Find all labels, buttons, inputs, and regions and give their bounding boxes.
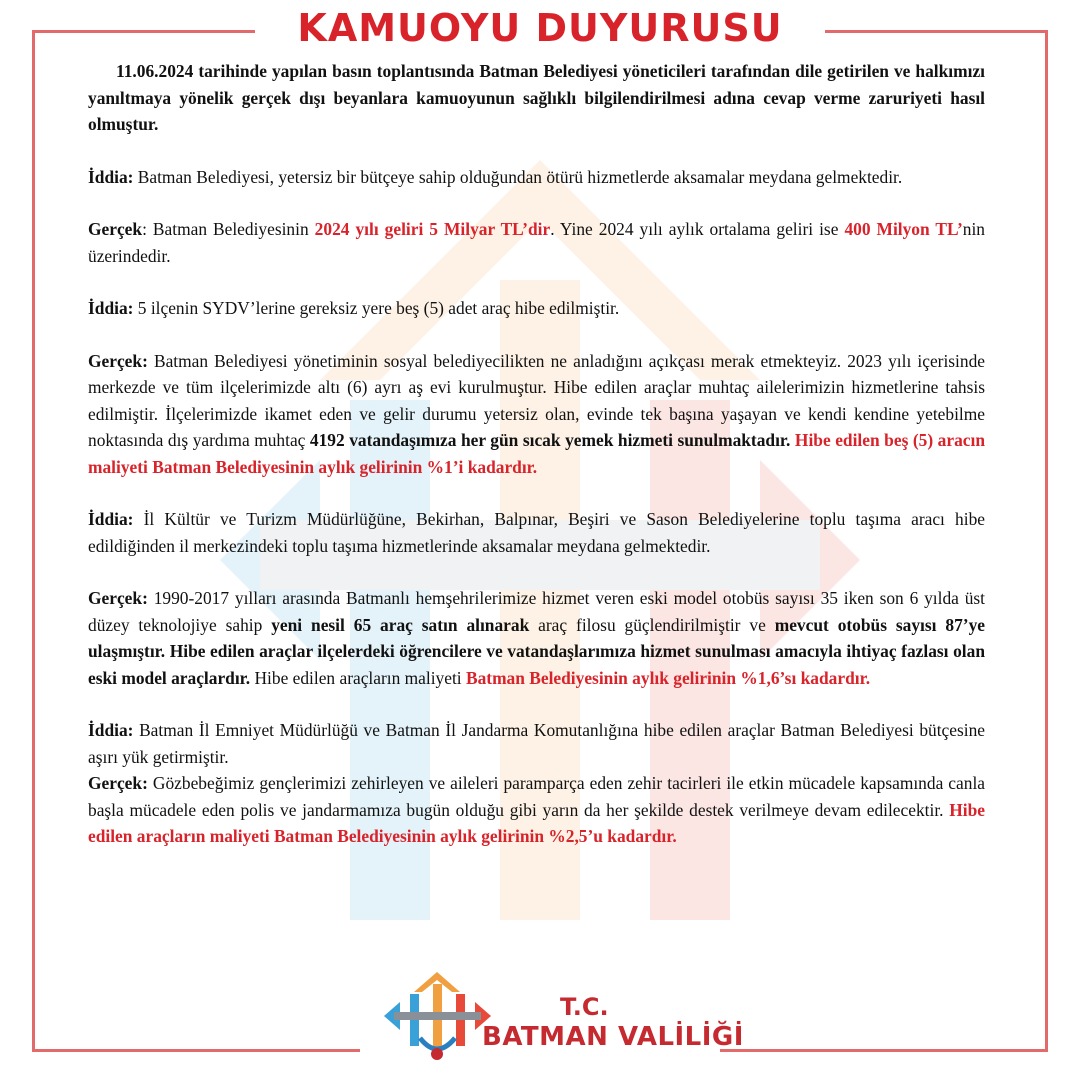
claim-text: 5 ilçenin SYDV’lerine gereksiz yere beş (5) adet araç hibe edilmiştir. — [133, 298, 620, 318]
fact-highlight: Hibe edilen beş (5) aracın maliyeti Batman Belediyesinin aylık gelirinin %1’i kadardır. — [88, 430, 985, 477]
announcement-body — [88, 58, 985, 850]
fact-label: Gerçek — [88, 219, 143, 239]
claim-4 — [88, 717, 985, 770]
org-line-2: BATMAN VALİLİĞİ — [482, 1022, 744, 1052]
claim-label: İddia: — [88, 166, 134, 187]
batman-valiligi-logo-icon — [380, 968, 495, 1063]
fact-highlight: 2024 yılı geliri 5 Milyar TL’dir — [314, 219, 551, 239]
claim-text: Batman İl Emniyet Müdürlüğü ve Batman İl Jandarma Komutanlığına hibe edilen araçlar Batman Belediyesi bütçesine aşırı yük getirmiştir. — [88, 720, 985, 767]
page-title: KAMUOYU DUYURUSU — [297, 6, 783, 50]
fact-label: Gerçek: — [88, 588, 148, 608]
claim-1 — [88, 164, 985, 191]
org-line-1: T.C. — [560, 993, 609, 1021]
claim-text: Batman Belediyesi, yetersiz bir bütçeye sahip olduğundan ötürü hizmetlerde aksamalar meydana gelmektedir. — [133, 166, 903, 187]
fact-highlight: Hibe edilen araçların maliyeti Batman Belediyesinin aylık gelirinin %2,5’u kadardır. — [88, 799, 985, 846]
claim-text: İl Kültür ve Turizm Müdürlüğüne, Bekirhan, Balpınar, Beşiri ve Sason Belediyelerine toplu taşıma aracı hibe edildiğinden il merkezindeki toplu taşıma hizmetlerinde aksamalar meydana gelmektedir. — [88, 509, 985, 556]
fact-highlight: 400 Milyon TL’ — [844, 219, 963, 239]
fact-label: Gerçek: — [88, 773, 148, 793]
organization-name — [482, 994, 744, 1054]
fact-3: Gerçek: 1990-2017 yılları arasında Batmanlı hemşehrilerimize hizmet veren eski model otobüs sayısı 35 iken son 6 yılda üst düzey teknolojiye sahip yeni nesil 65 araç satın alınarak araç filosu güçlendirilmiştir ve mevcut otobüs sayısı 87’ye ulaşmıştır. Hibe edilen araçlar ilçelerdeki öğrencilere ve vatandaşlarımıza hizmet sunulması amacıyla ihtiyaç fazlası olan eski model araçlardır. Hibe edilen araçların maliyeti Batman Belediyesinin aylık gelirinin %1,6’sı kadardır. — [88, 588, 985, 688]
fact-2: Gerçek: Batman Belediyesi yönetiminin sosyal belediyecilikten ne anladığını açıkçası merak etmekteyiz. 2023 yılı içerisinde merkezde ve tüm ilçelerimizde altı (6) ayrı aş evi kurulmuştur. Hibe edilen araçlar muhtaç ailelerimizin hizmetlerine tahsis edilmiştir. İlçelerimizde ikamet eden ve gelir durumu yetersiz olan, evinde tek başına yaşayan ve kendi kendine yetebilme noktasında dış yardıma muhtaç 4192 vatandaşımıza her gün sıcak yemek hizmeti sunulmaktadır. Hibe edilen beş (5) aracın maliyeti Batman Belediyesinin aylık gelirinin %1’i kadardır. — [88, 350, 985, 477]
fact-label: Gerçek: — [88, 350, 148, 371]
claim-3 — [88, 506, 985, 559]
fact-4: Gerçek: Gözbebeğimiz gençlerimizi zehirleyen ve aileleri paramparça eden zehir tacirleri ile etkin mücadele kapsamında canla başla mücadele eden polis ve jandarmamıza bugün olduğu gibi yarın da her şekilde destek verilmeye devam edilecektir. Hibe edilen araçların maliyeti Batman Belediyesinin aylık gelirinin %2,5’u kadardır. — [88, 773, 985, 846]
fact-highlight: Batman Belediyesinin aylık gelirinin %1,6’sı kadardır. — [465, 667, 871, 688]
claim-2 — [88, 295, 985, 322]
claim-label: İddia: — [88, 509, 134, 529]
claim-label: İddia: — [88, 298, 134, 318]
claim-label: İddia: — [88, 720, 134, 740]
fact-1: Gerçek: Batman Belediyesinin 2024 yılı geliri 5 Milyar TL’dir. Yine 2024 yılı aylık ortalama geliri ise 400 Milyon TL’nin üzerindedir. — [88, 219, 985, 266]
intro-paragraph: 11.06.2024 tarihinde yapılan basın toplantısında Batman Belediyesi yöneticileri tarafından dile getirilen ve halkımızı yanıltmaya yönelik gerçek dışı beyanlara kamuoyunun sağlıklı bilgilendirilmesi adına cevap verme zaruriyeti hasıl olmuştur. — [88, 61, 985, 134]
